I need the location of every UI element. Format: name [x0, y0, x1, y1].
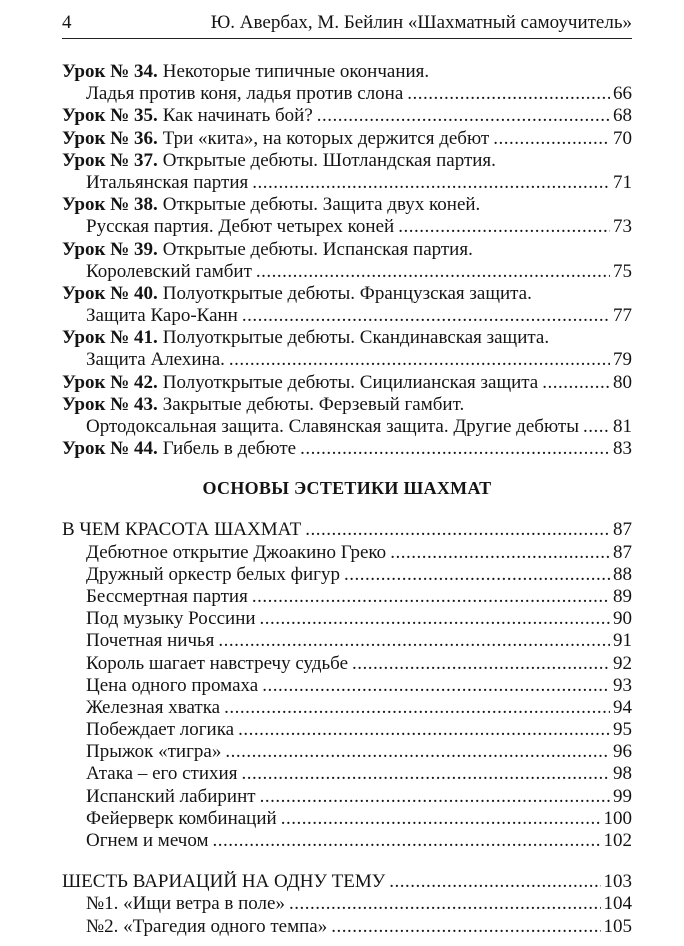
entry-title: Король шагает навстречу судьбе — [86, 652, 349, 674]
toc-entry-continuation[interactable] — [62, 216, 632, 238]
page-number: 94 — [613, 696, 632, 718]
leader-dots — [305, 519, 610, 541]
entry-title: Под музыку Россини — [86, 608, 256, 630]
lesson-title-continuation: Защита Каро-Канн — [86, 305, 238, 327]
leader-dots — [229, 349, 610, 371]
page-number: 70 — [613, 127, 632, 149]
leader-dots — [252, 586, 610, 608]
entry-title: Фейерверк комбинаций — [86, 807, 277, 829]
page-number: 100 — [603, 807, 632, 829]
page-number: 79 — [613, 349, 632, 371]
leader-dots — [252, 172, 610, 194]
page-number: 102 — [603, 830, 632, 851]
toc-entry[interactable] — [62, 105, 632, 127]
page-number: 80 — [613, 371, 632, 393]
entry-title: Прыжок «тигра» — [86, 741, 222, 763]
toc-entry-continuation[interactable] — [62, 416, 632, 438]
chapter-page: 87 — [613, 519, 632, 541]
toc-entry[interactable] — [62, 675, 632, 697]
page-number: 92 — [613, 652, 632, 674]
toc-entry[interactable] — [62, 719, 632, 741]
leader-dots — [260, 786, 610, 808]
leader-dots — [260, 608, 610, 630]
leader-dots — [218, 630, 610, 652]
leader-dots — [389, 871, 600, 893]
leader-dots — [238, 719, 610, 741]
page-number: 83 — [613, 438, 632, 460]
lesson-title-continuation: Ортодоксальная защита. Славянская защита. Другие дебюты — [86, 416, 579, 437]
lesson-number: Урок № 44. — [62, 438, 158, 460]
lesson-title: Полуоткрытые дебюты. Скандинавская защита. — [162, 327, 550, 349]
entry-title: Почетная ничья — [86, 630, 215, 652]
toc-entry[interactable] — [62, 564, 632, 586]
leader-dots — [493, 128, 610, 150]
leader-dots — [256, 261, 610, 283]
chapter-entries — [62, 542, 632, 853]
toc-entry[interactable] — [62, 763, 632, 785]
chapter-entries — [62, 893, 632, 937]
chapter-heading[interactable] — [62, 871, 632, 893]
page-number: 93 — [613, 674, 632, 696]
toc-entry[interactable] — [62, 830, 632, 852]
toc-entry[interactable] — [62, 893, 632, 915]
entry-title: Дебютное открытие Джоакино Греко — [86, 541, 387, 563]
lesson-title-continuation: Королевский гамбит — [86, 260, 252, 282]
toc-entry-continuation[interactable] — [62, 349, 632, 371]
lesson-number: Урок № 40. — [62, 282, 158, 304]
entry-title: Побеждает логика — [86, 719, 235, 741]
lesson-number: Урок № 43. — [62, 393, 158, 415]
toc-entry-continuation[interactable] — [62, 305, 632, 327]
lesson-number: Урок № 37. — [62, 149, 158, 171]
page-number: 66 — [613, 83, 632, 105]
entry-title: №1. «Ищи ветра в поле» — [86, 893, 285, 915]
chapter-page: 103 — [603, 871, 632, 893]
page-number: 104 — [603, 893, 632, 915]
entry-title: Дружный оркестр белых фигур — [86, 563, 340, 585]
lesson-title: Закрытые дебюты. Ферзевый гамбит. — [162, 393, 465, 415]
lesson-number: Урок № 39. — [62, 238, 158, 260]
toc-entry-continuation[interactable] — [62, 83, 632, 105]
leader-dots — [398, 216, 610, 238]
toc-entry[interactable] — [62, 786, 632, 808]
table-of-contents — [62, 61, 632, 938]
toc-entry[interactable] — [62, 653, 632, 675]
toc-entry[interactable] — [62, 608, 632, 630]
lesson-title: Полуоткрытые дебюты. Французская защита. — [162, 282, 532, 304]
leader-dots — [583, 416, 610, 438]
lesson-number: Урок № 38. — [62, 194, 158, 216]
toc-entry[interactable] — [62, 61, 632, 83]
entry-title: Железная хватка — [86, 696, 221, 718]
lesson-number: Урок № 42. — [62, 371, 158, 393]
leader-dots — [317, 105, 610, 127]
toc-entry[interactable] — [62, 128, 632, 150]
toc-entry[interactable] — [62, 327, 632, 349]
leader-dots — [224, 697, 610, 719]
entry-title: Испанский лабиринт — [86, 785, 256, 807]
toc-entry[interactable] — [62, 586, 632, 608]
page-number: 88 — [613, 563, 632, 585]
leader-dots — [344, 564, 610, 586]
toc-entry[interactable] — [62, 150, 632, 172]
lesson-number: Урок № 35. — [62, 105, 158, 127]
toc-entry[interactable] — [62, 372, 632, 394]
lesson-title-continuation: Ладья против коня, ладья против слона — [86, 83, 404, 105]
page-number: 75 — [613, 260, 632, 282]
leader-dots — [542, 372, 610, 394]
toc-entry[interactable] — [62, 916, 632, 938]
page-number: 95 — [613, 719, 632, 741]
entry-title: Цена одного промаха — [86, 674, 259, 696]
page-number: 4 — [62, 12, 72, 33]
lesson-title-continuation: Защита Алехина. — [86, 349, 225, 371]
leader-dots — [289, 893, 601, 915]
leader-dots — [407, 83, 610, 105]
leader-dots — [331, 916, 600, 938]
page-number: 98 — [613, 763, 632, 785]
lesson-title: Гибель в дебюте — [162, 438, 297, 460]
lesson-title: Открытые дебюты. Испанская партия. — [162, 238, 473, 260]
page-number: 81 — [613, 416, 632, 437]
lesson-number: Урок № 36. — [62, 127, 158, 149]
lesson-number: Урок № 34. — [62, 61, 158, 82]
toc-entry[interactable] — [62, 438, 632, 460]
leader-dots — [390, 542, 610, 564]
toc-entry[interactable] — [62, 630, 632, 652]
leader-dots — [241, 763, 610, 785]
page-number: 77 — [613, 305, 632, 327]
page-number: 105 — [603, 915, 632, 937]
toc-entry[interactable] — [62, 394, 632, 416]
lesson-title: Три «кита», на которых держится дебют — [162, 127, 490, 149]
entry-title: Бессмертная партия — [86, 585, 248, 607]
toc-entry[interactable] — [62, 741, 632, 763]
leader-dots — [281, 808, 601, 830]
lesson-title: Открытые дебюты. Защита двух коней. — [162, 194, 481, 216]
leader-dots — [213, 830, 601, 852]
toc-entry[interactable] — [62, 697, 632, 719]
toc-entry[interactable] — [62, 542, 632, 564]
leader-dots — [262, 675, 610, 697]
toc-entry-continuation[interactable] — [62, 172, 632, 194]
toc-entry[interactable] — [62, 239, 632, 261]
toc-entry-continuation[interactable] — [62, 261, 632, 283]
page-number: 73 — [613, 216, 632, 238]
page-number: 99 — [613, 785, 632, 807]
lesson-title: Полуоткрытые дебюты. Сицилианская защита — [162, 371, 539, 393]
lesson-title-continuation: Итальянская партия — [86, 171, 249, 193]
toc-entry[interactable] — [62, 808, 632, 830]
chapter-title: В ЧЕМ КРАСОТА ШАХМАТ — [62, 519, 302, 541]
lesson-title: Открытые дебюты. Шотландская партия. — [162, 149, 496, 171]
entry-title: Атака – его стихия — [86, 763, 238, 785]
leader-dots — [352, 653, 610, 675]
page-header — [62, 8, 632, 39]
leader-dots — [300, 438, 610, 460]
page-number: 68 — [613, 105, 632, 127]
page-number: 71 — [613, 171, 632, 193]
leader-dots — [225, 741, 610, 763]
leader-dots — [242, 305, 610, 327]
page-number: 96 — [613, 741, 632, 763]
page-number: 87 — [613, 541, 632, 563]
section-title: ОСНОВЫ ЭСТЕТИКИ ШАХМАТ — [202, 478, 492, 499]
chapter-title: ШЕСТЬ ВАРИАЦИЙ НА ОДНУ ТЕМУ — [62, 871, 386, 893]
page-number: 89 — [613, 585, 632, 607]
book-title: Ю. Авербах, М. Бейлин «Шахматный самоучитель» — [210, 12, 632, 33]
entry-title: №2. «Трагедия одного темпа» — [86, 915, 328, 937]
toc-entry[interactable] — [62, 283, 632, 305]
lesson-title: Как начинать бой? — [162, 105, 313, 127]
lessons-list — [62, 61, 632, 460]
toc-entry[interactable] — [62, 194, 632, 216]
lesson-number: Урок № 41. — [62, 327, 158, 349]
lesson-title-continuation: Русская партия. Дебют четырех коней — [86, 216, 395, 238]
lesson-title: Некоторые типичные окончания. — [162, 61, 430, 82]
entry-title: Огнем и мечом — [86, 830, 209, 851]
page-number: 90 — [613, 608, 632, 630]
spacer — [62, 852, 632, 871]
chapter-heading[interactable] — [62, 519, 632, 541]
page-number: 91 — [613, 630, 632, 652]
